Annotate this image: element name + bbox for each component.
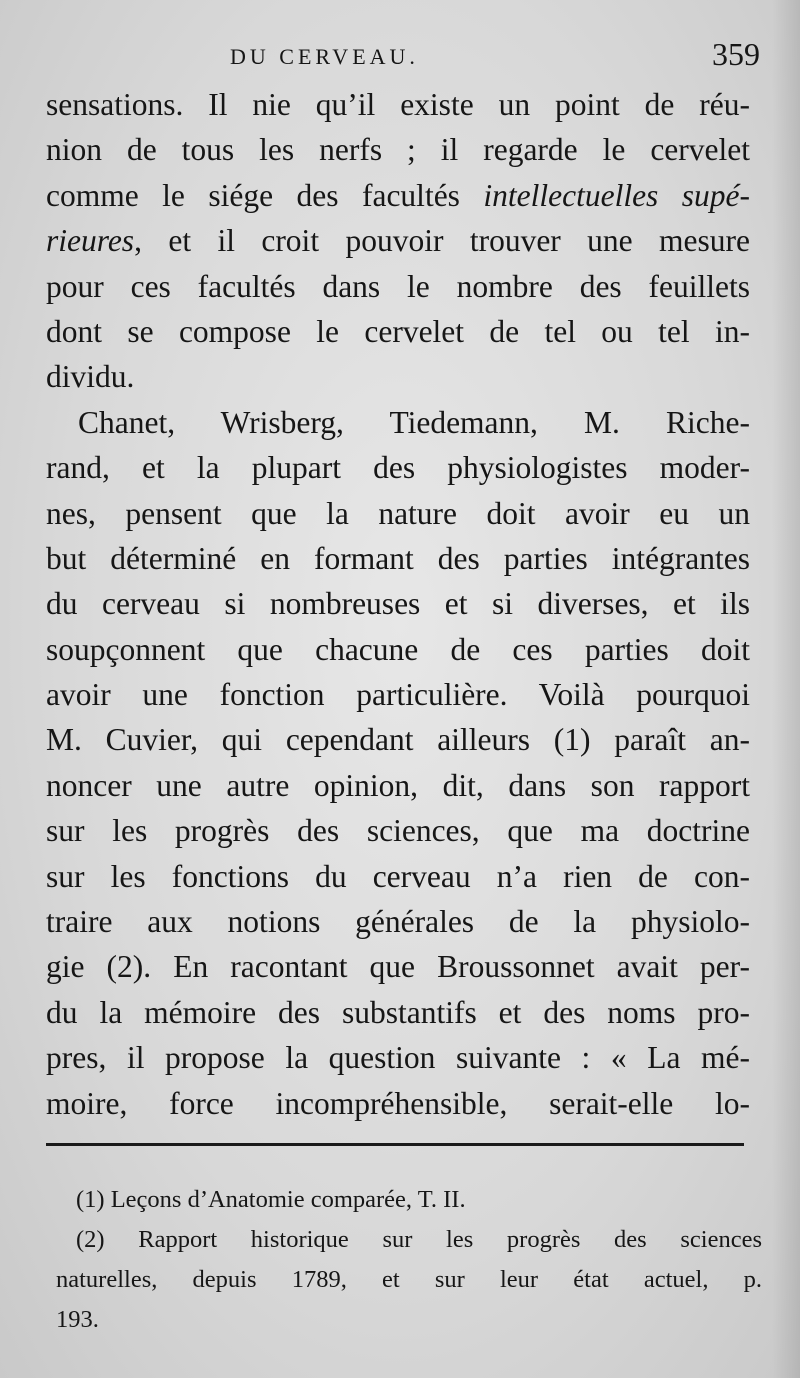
text-line: nes, pensent que la nature doit avoir eu un — [46, 495, 750, 531]
text-line: dividu. — [46, 359, 135, 395]
text-line: sur les fonctions du cerveau n’a rien de con- — [46, 858, 750, 894]
text-line: moire, force incompréhensible, serait-elle lo- — [46, 1085, 750, 1121]
text-line: noncer une autre opinion, dit, dans son rapport — [46, 767, 750, 803]
footnote-2-line: naturelles, depuis 1789, et sur leur état actuel, p. — [56, 1266, 762, 1293]
text-line: rand, et la plupart des physiologistes moder- — [46, 450, 750, 486]
text-line: pres, il propose la question suivante : « La mé- — [46, 1040, 750, 1076]
text-line: nion de tous les nerfs ; il regarde le cervelet — [46, 132, 750, 168]
text-segment: , et il croit pouvoir trouver une mesure — [134, 223, 750, 259]
footnote-2-line: (2) Rapport historique sur les progrès des sciences — [76, 1226, 762, 1253]
text-line: sur les progrès des sciences, que ma doctrine — [46, 813, 750, 849]
italic-text: rieures — [46, 223, 135, 259]
page-number: 359 — [712, 36, 760, 72]
text-line: du cerveau si nombreuses et si diverses, et ils — [46, 586, 750, 622]
paragraph-1 — [46, 82, 750, 400]
text-line: gie (2). En racontant que Broussonnet avait per- — [46, 949, 750, 985]
text-line: traire aux notions générales de la physiolo- — [46, 904, 750, 940]
text-line: Chanet, Wrisberg, Tiedemann, M. Riche- — [78, 404, 750, 440]
text-line — [46, 173, 750, 218]
text-line: soupçonnent que chacune de ces parties doit — [46, 631, 750, 667]
text-segment: comme le siége des facultés — [46, 177, 484, 213]
text-line: M. Cuvier, qui cependant ailleurs (1) paraît an- — [46, 722, 750, 758]
footnote-2-line: 193. — [56, 1306, 99, 1333]
footnote-1: (1) Leçons d’Anatomie comparée, T. II. — [76, 1186, 466, 1213]
text-line: du la mémoire des substantifs et des noms pro- — [46, 994, 750, 1030]
text-line: but déterminé en formant des parties intégrantes — [46, 540, 750, 576]
running-head: DU CERVEAU. — [230, 44, 419, 69]
main-text — [46, 82, 750, 1126]
text-line — [46, 218, 750, 263]
footnote-separator — [46, 1143, 744, 1146]
page-header — [0, 36, 800, 80]
footnotes — [56, 1180, 762, 1340]
text-line: dont se compose le cervelet de tel ou tel in- — [46, 313, 750, 349]
text-line: avoir une fonction particulière. Voilà pourquoi — [46, 677, 750, 713]
paragraph-2 — [46, 400, 750, 1126]
text-line: sensations. Il nie qu’il existe un point de réu- — [46, 87, 750, 122]
text-line: pour ces facultés dans le nombre des feuillets — [46, 268, 750, 304]
italic-text: intellectuelles supé- — [483, 177, 751, 213]
